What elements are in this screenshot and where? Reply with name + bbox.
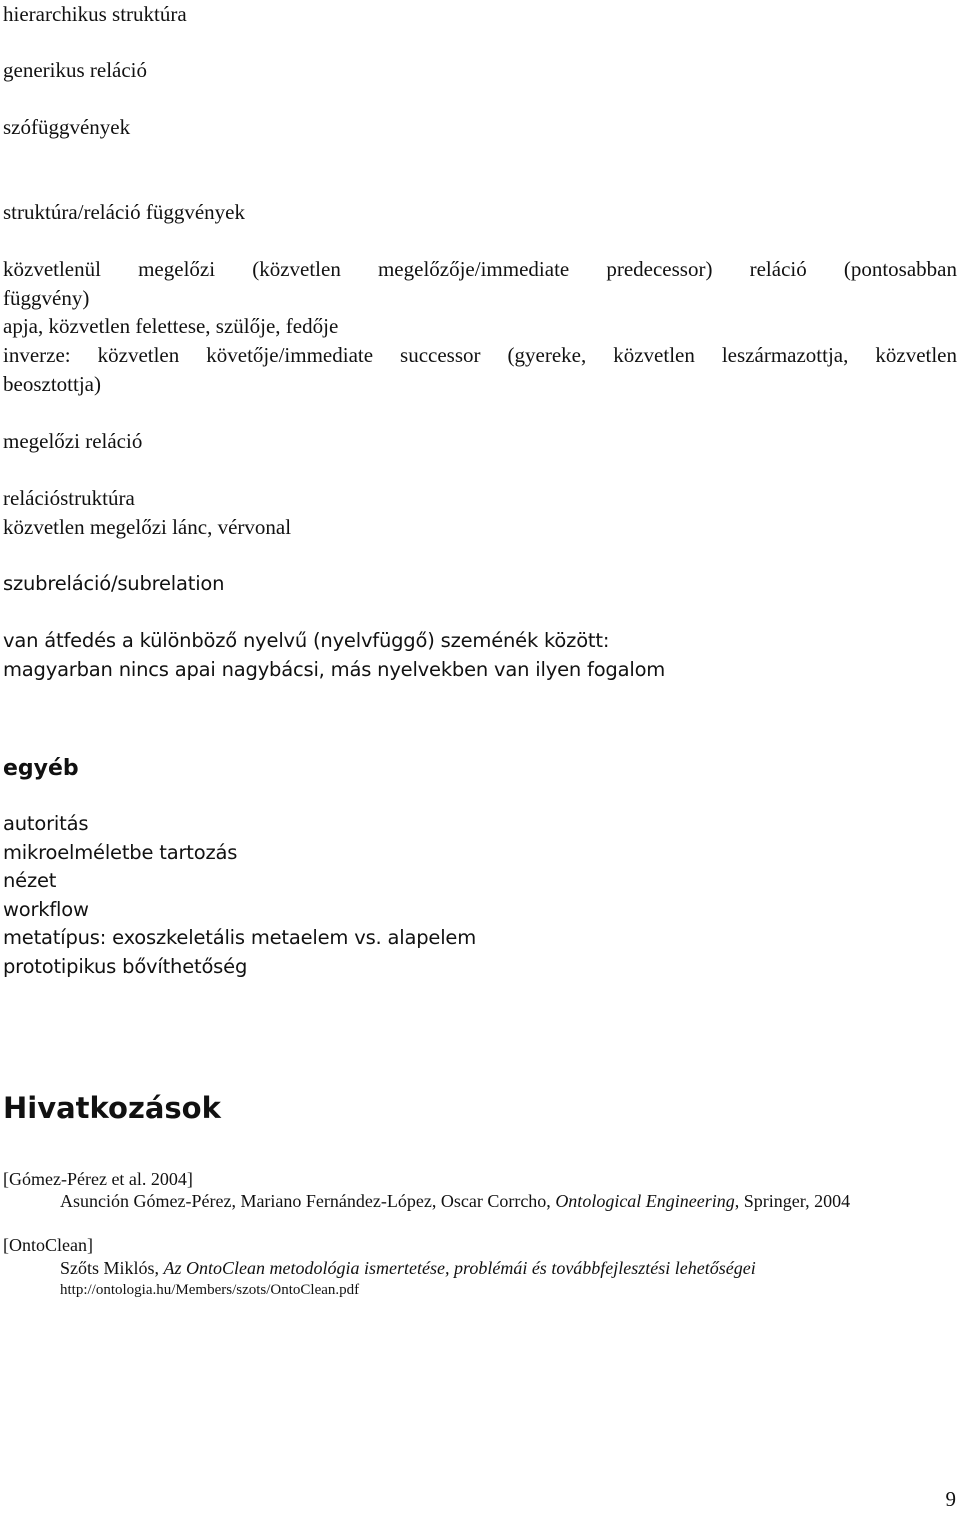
text-line: hierarchikus struktúra (3, 2, 187, 26)
text-line: inverze: közvetlen követője/immediate successor (gyereke, közvetlen leszármazottja, közvetlen (3, 343, 957, 367)
reference-key: [OntoClean] (3, 1235, 93, 1255)
text-line: van átfedés a különböző nyelvű (nyelvfüggő) szeménék között: (3, 629, 610, 652)
reference-entry (60, 1190, 850, 1212)
text-line: függvény) (3, 286, 90, 310)
reference-title: Az OntoClean metodológia ismertetése, problémái és továbbfejlesztési lehetőségei (163, 1258, 756, 1278)
section-heading-egyeb: egyéb (3, 756, 79, 781)
reference-url-link[interactable]: http://ontologia.hu/Members/szots/OntoClean.pdf (60, 1282, 360, 1298)
reference-rest: , Springer, 2004 (734, 1191, 851, 1211)
text-line: beosztottja) (3, 372, 101, 396)
reference-authors: Asunción Gómez-Pérez, Mariano Fernández-López, Oscar Corrcho, (60, 1191, 556, 1211)
list-item: workflow (3, 898, 89, 921)
text-line: apja, közvetlen felettese, szülője, fedője (3, 314, 339, 338)
list-item: metatípus: exoszkeletális metaelem vs. alapelem (3, 926, 477, 949)
text-line: közvetlen megelőzi lánc, vérvonal (3, 515, 292, 539)
text-line: szófüggvények (3, 115, 131, 139)
list-item: nézet (3, 869, 57, 892)
reference-entry (60, 1257, 756, 1279)
reference-authors: Szőts Miklós, (60, 1258, 164, 1278)
page-number: 9 (945, 1487, 956, 1511)
text-line: közvetlenül megelőzi (közvetlen megelőzője/immediate predecessor) reláció (pontosabban (3, 257, 957, 281)
text-line: relációstruktúra (3, 486, 135, 510)
reference-title: Ontological Engineering (555, 1191, 735, 1211)
text-line: megelőzi reláció (3, 429, 143, 453)
section-heading-references: Hivatkozások (3, 1091, 221, 1125)
text-line: magyarban nincs apai nagybácsi, más nyelvekben van ilyen fogalom (3, 658, 666, 681)
text-line: struktúra/reláció függvények (3, 200, 245, 224)
list-item: autoritás (3, 812, 89, 835)
reference-key: [Gómez-Pérez et al. 2004] (3, 1169, 193, 1189)
text-line: generikus reláció (3, 58, 148, 82)
list-item: prototipikus bővíthetőség (3, 955, 248, 978)
list-item: mikroelméletbe tartozás (3, 841, 238, 864)
text-line: szubreláció/subrelation (3, 572, 225, 595)
